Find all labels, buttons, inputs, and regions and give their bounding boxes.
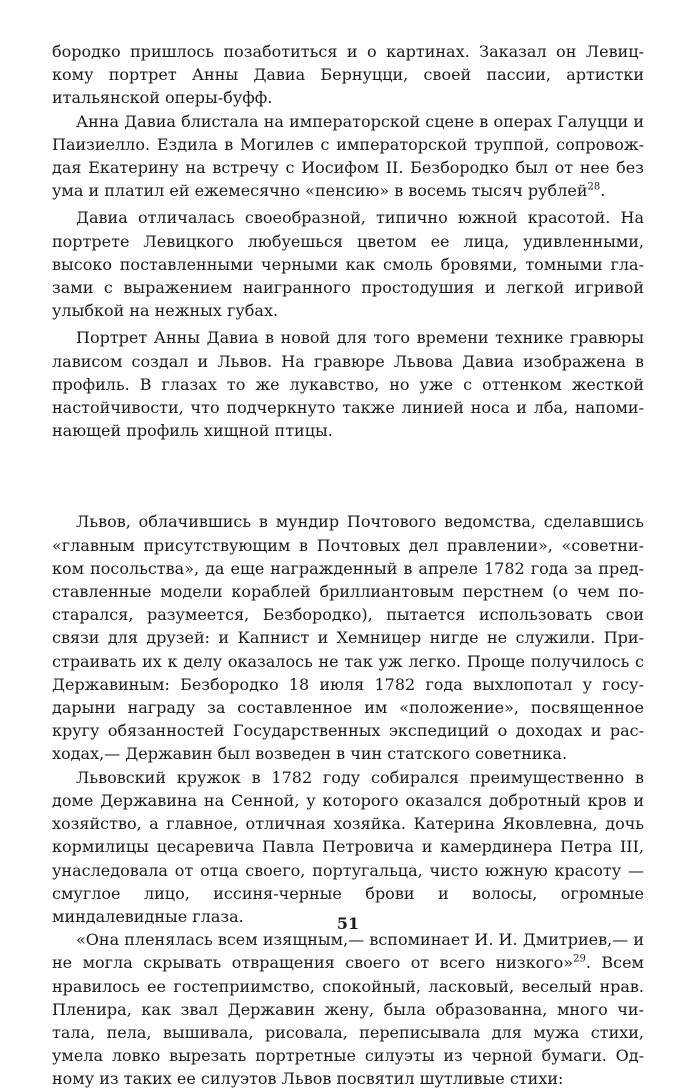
paragraph-text: Анна Давиа блистала на императорской сцене в операх Галуцци и Паизиелло. Ездила в Могилев с императорской труппой, сопровождая Екатерину на встречу с Иосифом II. Безбородко был от нее без ума и платил ей ежемесячно «пенсию» в восемь тысяч рублей [52,111,644,201]
paragraph-text-tail: . Всем нравилось ее гостеприимство, спокойный, ласковый, веселый нрав. Пленира, как звал Державин жену, была образованна, много читала, пела, вышивала, рисовала, переписывала для мужа стихи, умела ловко вырезать портретные силуэты из черной бумаги. Одному из таких ее силуэтов Львов посвятил шутливые стихи: [52,953,645,1089]
footnote-marker: 29 [573,953,586,965]
paragraph: Давиа отличалась своеобразной, типично южной красотой. На портрете Левицкого любуешься цветом ее лица, удивленными, высоко поставленными черными как смоль бровями, томными глазами с выражением наигранного простодушия и легкой игривой улыбкой на нежных губах. [52,208,644,321]
paragraph: Львовский кружок в 1782 году собирался преимущественно в доме Державина на Сенной, у которого оказался добротный кров и хозяйство, а главное, отличная хозяйка. Катерина Яковлевна, дочь кормилицы цесаревича Павла Петровича и камердинера Петра III, унаследовала от отца своего, португальца, чисто южную красоту — смуглое лицо, иссиня-черные брови и волосы, огромные миндалевидные глаза. [52,767,644,926]
paragraph: Портрет Анны Давиа в новой для того времени технике гравюры лависом создал и Львов. На гравюре Львова Давиа изображена в профиль. В глазах то же лукавство, но уже с оттенком жесткой настойчивости, что подчеркнуто также линией носа и лба, напоминающей профиль хищной птицы. [52,328,644,441]
footnote-marker: 28 [587,181,601,193]
paragraph-text: «Она пленялась всем изящным,— вспоминает И. И. Дмитриев,— и не могла скрывать отвращения своего от всего низкого» [52,930,644,973]
paragraph-text-tail: . [600,181,606,201]
paragraph [52,110,644,203]
paragraph [52,928,644,1090]
section-break [52,442,644,510]
paragraph: Львов, облачившись в мундир Почтового ведомства, сделавшись «главным присутствующим в Почтовых дел правлении», «советником посольства», да еще награжденный в апреле 1782 года за представленные модели кораблей бриллиантовым перстнем (о чем постарался, разумеется, Безбородко), пытается использовать свои связи для друзей: и Капнист и Хемницер нигде не служили. Пристраивать их к делу оказалось не так уж легко. Проще получилось с Державиным: Безбородко 18 июля 1782 года выхлопотал у государыни награду за составленное им «положение», посвященное кругу обязанностей Государственных экспедиций о доходах и расходах,— Державин был возведен в чин статского советника. [52,512,644,764]
page-number: 51 [336,914,360,933]
paragraph: бородко пришлось позаботиться и о картинах. Заказал он Левицкому портрет Анны Давиа Бернуцци, своей пассии, артистки итальянской оперы-буфф. [52,42,644,108]
